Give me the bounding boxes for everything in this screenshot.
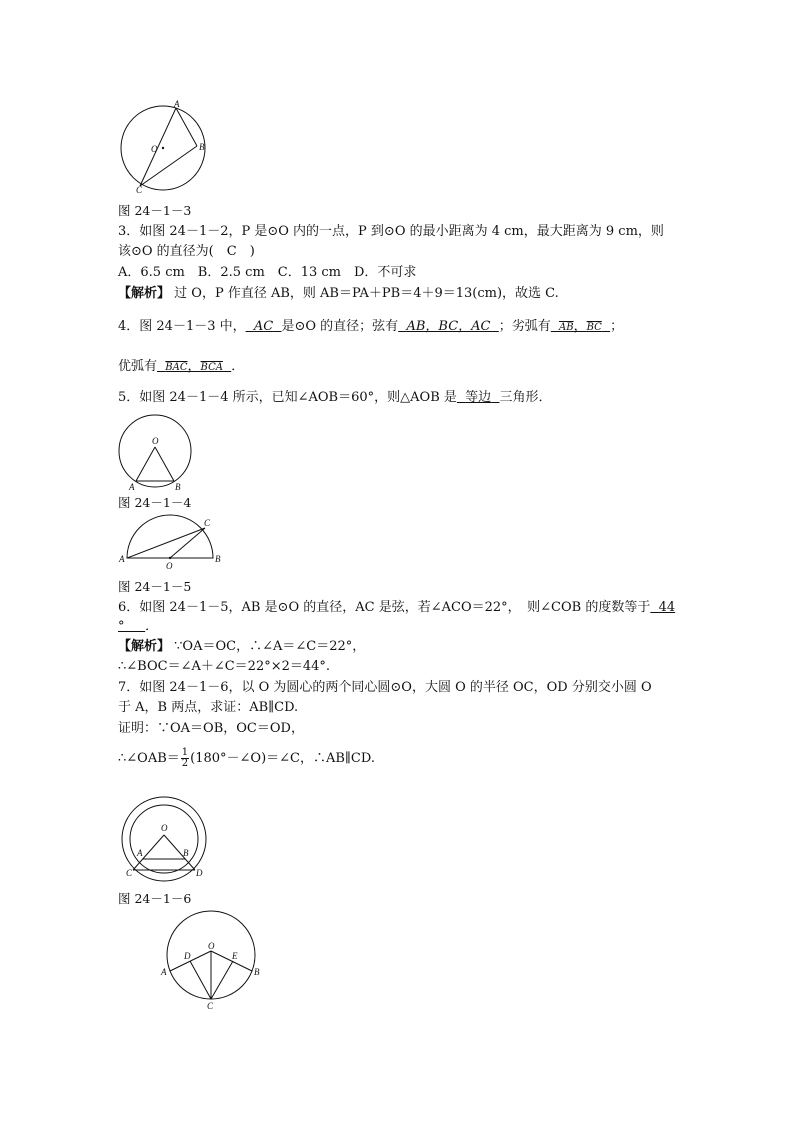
radius-oa <box>136 447 155 481</box>
center-dot <box>169 557 171 559</box>
q7-proof1: 证明：∵OA＝OB，OC＝OD， <box>118 721 304 736</box>
label-a: A <box>137 848 143 858</box>
figure-24-1-5 <box>115 512 230 572</box>
label-d: D <box>196 868 203 878</box>
label-o: O <box>208 941 215 951</box>
proof-post: (180°－∠O)＝∠C，∴AB∥CD. <box>190 751 375 766</box>
label-o: O <box>161 823 168 833</box>
analysis-text: 过 O，P 作直径 AB，则 AB＝PA＋PB＝4＋9＝13(cm)，故选 C. <box>174 286 559 301</box>
analysis-tag: 【解析】 <box>118 639 171 654</box>
label-d: D <box>184 951 191 961</box>
analysis-tag: 【解析】 <box>118 286 171 301</box>
label-c: C <box>136 185 143 195</box>
q3-options: A．6.5 cm B．2.5 cm C．13 cm D．不可求 <box>118 265 417 280</box>
segment-ec <box>211 961 233 999</box>
label-a: A <box>174 99 180 109</box>
q6-line1 <box>118 599 675 617</box>
q6-answer-degree: ° <box>118 619 125 634</box>
caption-24-1-4: 图 24－1－4 <box>118 495 192 510</box>
q3-line1: 3．如图 24－1－2，P 是⊙O 内的一点，P 到⊙O 的最小距离为 4 cm，最大距离为 9 cm，则 <box>118 224 664 239</box>
q4-line2: 优弧有 BAC，BCA ． <box>118 359 245 374</box>
q3-analysis <box>118 285 559 303</box>
q5-suffix: 三角形． <box>499 390 552 405</box>
label-b: B <box>199 142 205 152</box>
q4-minor-arcs-answer: AB，BC <box>559 319 602 334</box>
figure-24-1-4 <box>115 410 197 492</box>
q5-prefix: 5．如图 24－1－4 所示，已知∠AOB＝60°，则△AOB 是 <box>118 390 457 405</box>
chord-bc <box>140 146 197 186</box>
q6-text: 6．如图 24－1－5，AB 是⊙O 的直径，AC 是弦，若∠ACO＝22°， 则∠COB 的度数等于 <box>118 600 651 615</box>
circle <box>119 415 191 487</box>
label-a: A <box>129 482 135 492</box>
q7-proof2 <box>118 748 375 769</box>
label-b: B <box>254 967 260 977</box>
q6-line2: ° ． <box>118 619 159 634</box>
label-c: C <box>204 518 211 528</box>
fraction-half: $\frac{1}{2}$ <box>181 747 189 769</box>
label-c: C <box>207 1001 214 1011</box>
proof-pre: ∴∠OAB＝ <box>118 751 180 766</box>
label-e: E <box>232 951 238 961</box>
q4-prefix: 4．图 24－1－3 中， <box>118 319 246 334</box>
label-o: O <box>152 436 159 446</box>
q7-line2: 于 A，B 两点，求证：AB∥CD. <box>118 700 299 715</box>
semicircle <box>127 515 213 558</box>
q5-answer: 等边 <box>465 390 492 405</box>
figure-24-1-6 <box>115 790 215 888</box>
center-dot <box>162 147 164 149</box>
q4-major-prefix: 优弧有 <box>118 359 158 374</box>
caption-24-1-6: 图 24－1－6 <box>118 891 192 906</box>
q6-answer: 44 <box>658 600 676 615</box>
analysis-text: ∵OA＝OC，∴∠A＝∠C＝22°， <box>174 639 366 654</box>
label-o: O <box>166 561 173 571</box>
q4-mid2: ；劣弧有 <box>498 319 551 334</box>
q7-line1: 7．如图 24－1－6，以 O 为圆心的两个同心圆⊙O，大圆 O 的半径 OC，OD 分别交小圆 O <box>118 680 652 695</box>
label-o: O <box>151 144 158 154</box>
caption-24-1-3: 图 24－1－3 <box>118 203 192 218</box>
caption-24-1-5: 图 24－1－5 <box>118 579 192 594</box>
label-b: B <box>183 848 189 858</box>
label-a: A <box>161 967 167 977</box>
label-c: C <box>126 868 133 878</box>
figure-24-1-3 <box>115 98 215 196</box>
inner-circle <box>130 805 198 873</box>
radius-ob <box>155 447 174 481</box>
chord-ac <box>140 108 176 186</box>
q3-line2: 该⊙O 的直径为( C ) <box>118 244 255 259</box>
q4-chords-answer: AB，BC，AC <box>406 319 491 334</box>
q6-analysis2: ∴∠BOC＝∠A＋∠C＝22°×2＝44°. <box>118 659 331 674</box>
label-b: B <box>175 482 181 492</box>
q4-line1: 4．图 24－1－3 中， AC 是⊙O 的直径；弦有 AB，BC，AC ；劣弧有 AB，BC ； <box>118 319 624 334</box>
label-b: B <box>215 554 221 564</box>
q6-analysis1 <box>118 638 365 656</box>
q4-mid1: 是⊙O 的直径；弦有 <box>281 319 399 334</box>
figure-24-1-7 <box>155 905 275 1013</box>
segment-dc <box>190 961 211 999</box>
chord-ac <box>127 528 205 558</box>
q4-diameter-answer: AC <box>253 319 274 334</box>
label-a: A <box>119 554 125 564</box>
radius-oc <box>170 528 205 558</box>
q4-major-arcs-answer: BAC，BCA <box>165 359 223 374</box>
radius-od <box>164 835 195 870</box>
q5-line <box>118 389 551 407</box>
